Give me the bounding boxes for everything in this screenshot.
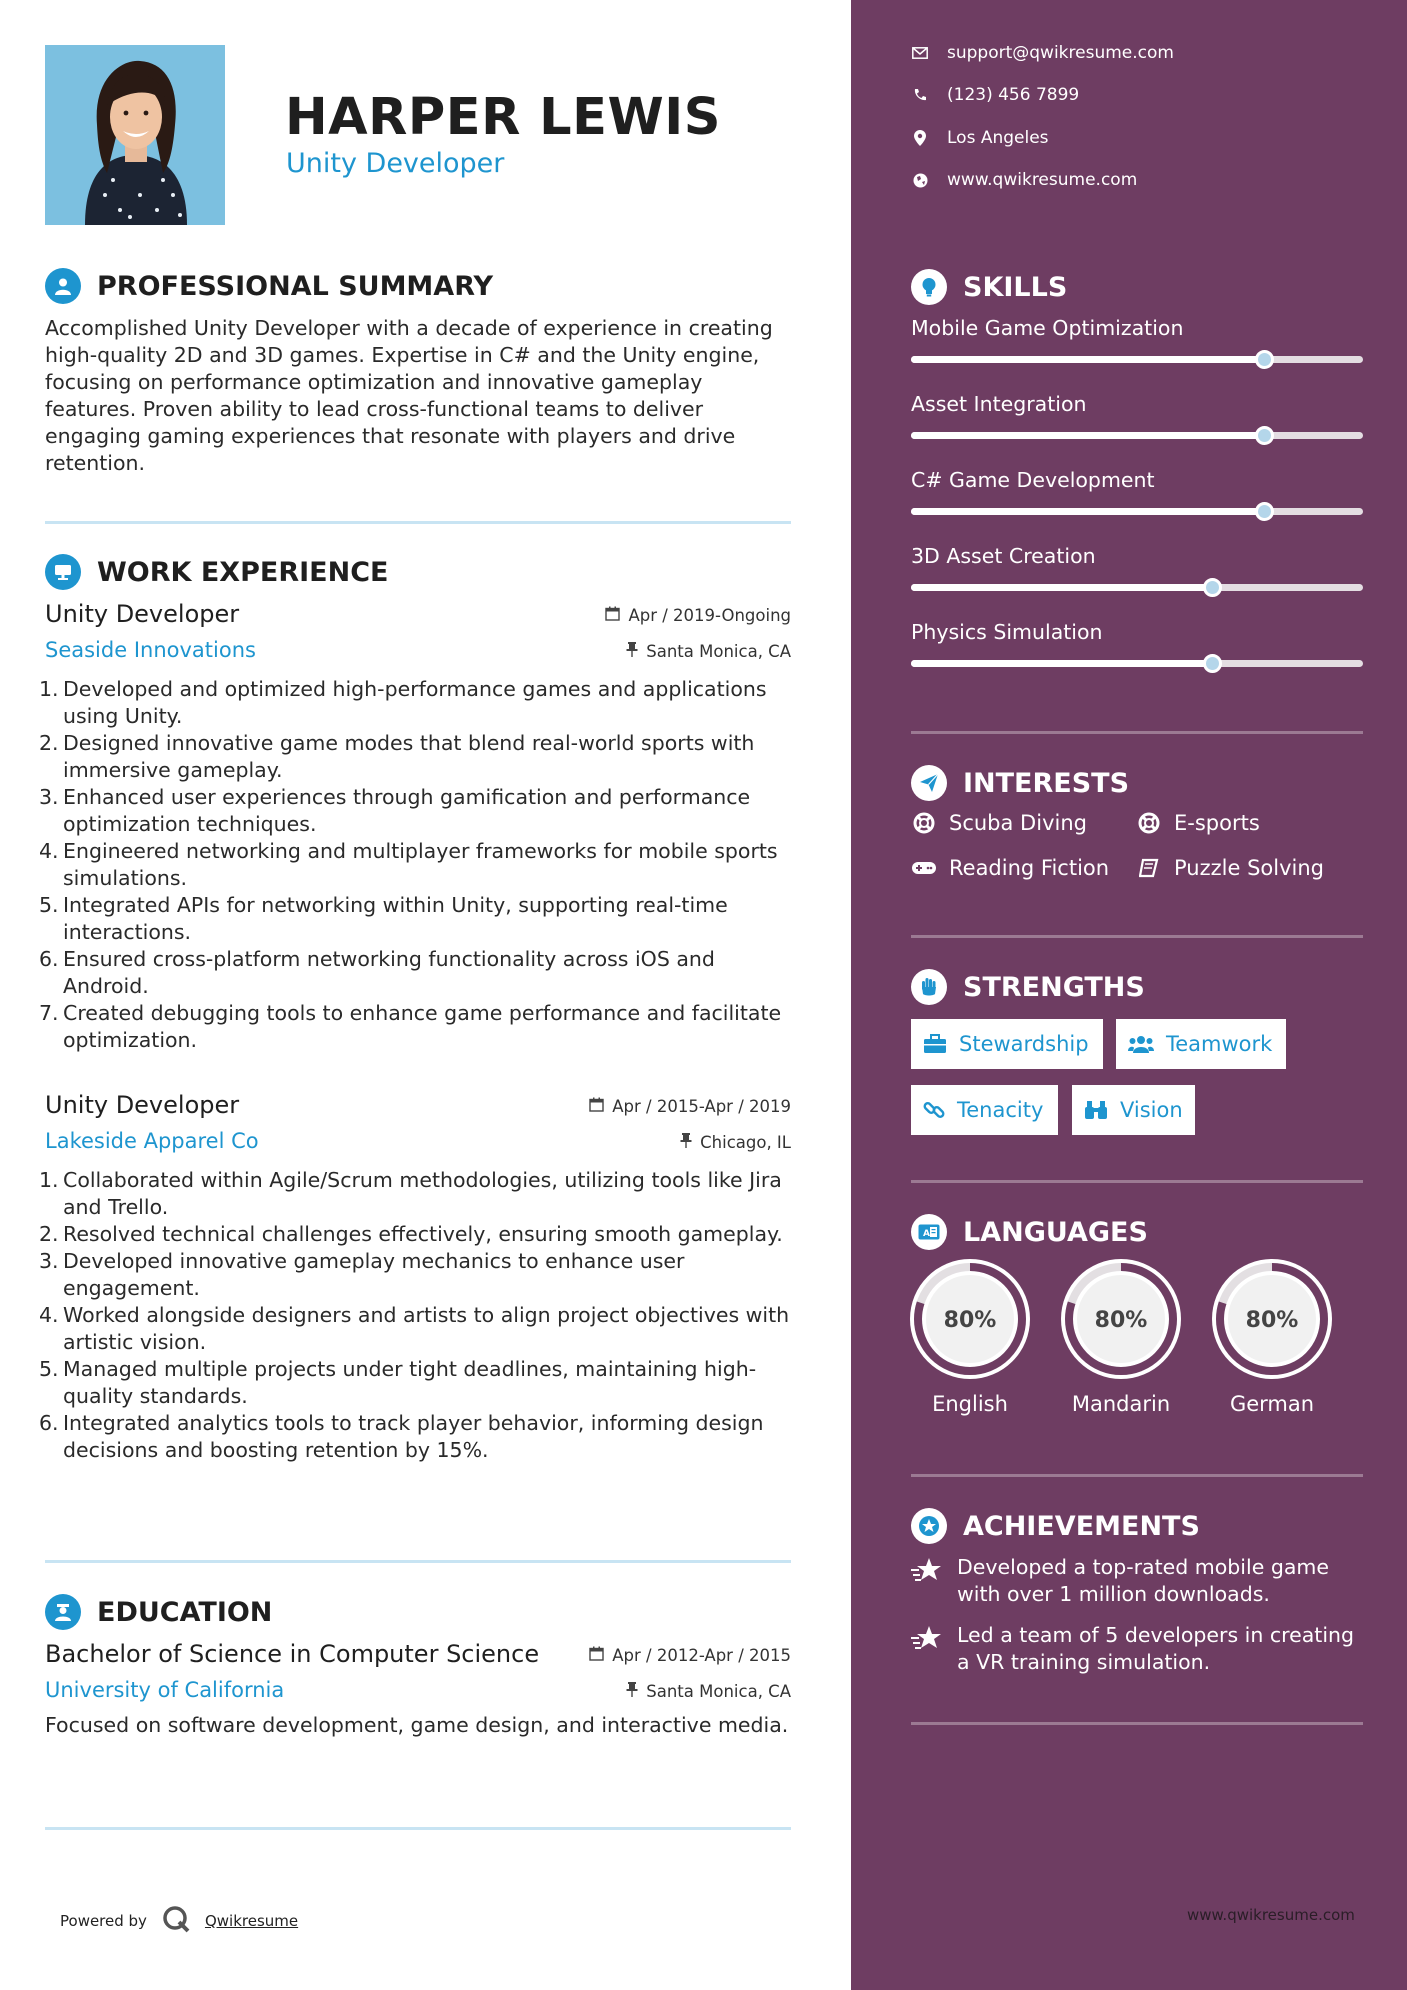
profile-photo — [45, 45, 225, 225]
skill-bar — [911, 432, 1363, 439]
job-entry — [39, 1091, 791, 1464]
skill-item — [911, 544, 1363, 591]
education-entry — [45, 1640, 791, 1739]
translate-icon — [911, 1214, 947, 1250]
education-date: Apr / 2012-Apr / 2015 — [589, 1646, 791, 1665]
achievements-title: ACHIEVEMENTS — [963, 1510, 1200, 1542]
skill-item — [911, 620, 1363, 667]
language-ring — [909, 1258, 1031, 1380]
envelope-icon — [911, 47, 929, 59]
achievements-heading — [911, 1506, 1200, 1546]
job-date: Apr / 2019-Ongoing — [605, 606, 791, 625]
language-name: English — [932, 1392, 1008, 1416]
candidate-title: Unity Developer — [286, 148, 505, 179]
skill-knob — [1203, 654, 1222, 673]
section-divider — [45, 1827, 791, 1830]
achievement-item — [911, 1622, 1366, 1676]
calendar-icon — [589, 1646, 604, 1665]
calendar-icon — [605, 606, 620, 625]
education-title: EDUCATION — [97, 1596, 273, 1628]
skill-bar — [911, 356, 1363, 363]
skill-name: Mobile Game Optimization — [911, 316, 1184, 340]
calendar-icon — [589, 1097, 604, 1116]
job-entry — [39, 600, 791, 1054]
skill-bar — [911, 508, 1363, 515]
job-bullets — [39, 676, 791, 1054]
candidate-name: HARPER LEWIS — [285, 88, 721, 147]
skill-bar — [911, 660, 1363, 667]
list-item: 2. Designed innovative game modes that blend real-world sports with immersive gameplay. — [39, 731, 755, 782]
svg-text:80%: 80% — [943, 1308, 997, 1333]
lightbulb-icon — [911, 269, 947, 305]
section-divider — [911, 1180, 1363, 1183]
shooting-star-icon — [911, 1622, 945, 1676]
strengths-heading — [911, 967, 1145, 1007]
contact-phone[interactable]: (123) 456 7899 — [911, 85, 1079, 105]
interest-item: Scuba Diving — [911, 811, 1087, 835]
job-title: Unity Developer — [45, 1091, 240, 1119]
gamepad-icon — [911, 860, 937, 876]
interests-heading — [911, 763, 1129, 803]
language-ring — [1211, 1258, 1333, 1380]
section-divider — [45, 521, 791, 524]
section-divider — [911, 731, 1363, 734]
qwikresume-logo-icon — [161, 1904, 191, 1938]
language-name: German — [1229, 1392, 1315, 1416]
section-divider — [911, 935, 1363, 938]
language-item — [1211, 1258, 1333, 1416]
job-location: Santa Monica, CA — [626, 642, 791, 661]
degree-title: Bachelor of Science in Computer Science — [45, 1640, 540, 1668]
company-name: Seaside Innovations — [45, 638, 256, 662]
strength-chip: Tenacity — [911, 1085, 1058, 1135]
job-location: Chicago, IL — [680, 1133, 791, 1152]
company-name: Lakeside Apparel Co — [45, 1129, 259, 1153]
summary-title: PROFESSIONAL SUMMARY — [97, 270, 494, 302]
skill-knob — [1255, 502, 1274, 521]
language-item — [1060, 1258, 1182, 1416]
hand-icon — [911, 969, 947, 1005]
footer-url[interactable]: www.qwikresume.com — [1187, 1906, 1355, 1924]
skill-name: 3D Asset Creation — [911, 544, 1096, 568]
skill-name: Asset Integration — [911, 392, 1087, 416]
skills-heading — [911, 267, 1067, 307]
lifebuoy-icon — [911, 812, 937, 834]
education-location: Santa Monica, CA — [626, 1682, 791, 1701]
achievement-text: Led a team of 5 developers in creating a VR training simulation. — [957, 1623, 1355, 1674]
list-item: 1. Collaborated within Agile/Scrum methodologies, utilizing tools like Jira and Trello. — [39, 1168, 782, 1219]
pin-icon — [680, 1133, 692, 1152]
job-bullets — [39, 1167, 791, 1464]
users-icon — [1128, 1034, 1154, 1054]
job-date: Apr / 2015-Apr / 2019 — [589, 1097, 791, 1116]
languages-heading — [911, 1212, 1148, 1252]
job-title: Unity Developer — [45, 600, 240, 628]
svg-text:80%: 80% — [1094, 1308, 1148, 1333]
school-name: University of California — [45, 1678, 285, 1702]
contact-location: Los Angeles — [911, 128, 1049, 148]
strengths-title: STRENGTHS — [963, 971, 1145, 1003]
skill-knob — [1255, 350, 1274, 369]
list-item: 5. Integrated APIs for networking within Unity, supporting real-time interactions. — [39, 893, 728, 944]
list-item: 3. Developed innovative gameplay mechanics to enhance user engagement. — [39, 1249, 685, 1300]
interests-title: INTERESTS — [963, 767, 1130, 799]
skill-item — [911, 316, 1363, 363]
experience-title: WORK EXPERIENCE — [97, 556, 389, 588]
qwikresume-link[interactable]: Qwikresume — [204, 1912, 299, 1930]
summary-text: Accomplished Unity Developer with a decade of experience in creating high-quality 2D and 3D games. Expertise in C# and the Unity engine, focusing on performance optimization and innovative gameplay features. Proven ability to lead cross-functional teams to deliver engaging gaming experiences that resonate with players and drive retention. — [45, 316, 773, 475]
shooting-star-icon — [911, 1554, 945, 1608]
skill-name: Physics Simulation — [911, 620, 1103, 644]
languages-title: LANGUAGES — [963, 1216, 1148, 1248]
lifebuoy-icon — [1136, 812, 1162, 834]
paper-plane-icon — [911, 765, 947, 801]
achievement-text: Developed a top-rated mobile game with over 1 million downloads. — [957, 1555, 1329, 1606]
contact-website[interactable]: www.qwikresume.com — [911, 170, 1137, 190]
user-icon — [45, 268, 81, 304]
language-item — [909, 1258, 1031, 1416]
list-item: 6. Integrated analytics tools to track player behavior, informing design decisions and boosting retention by 15%. — [39, 1411, 764, 1462]
link-icon — [923, 1099, 945, 1121]
pin-icon — [626, 642, 638, 661]
achievement-item — [911, 1554, 1366, 1608]
contact-email[interactable]: support@qwikresume.com — [911, 43, 1174, 63]
list-item: 3. Enhanced user experiences through gamification and performance optimization techniques. — [39, 785, 751, 836]
list-item: 4. Engineered networking and multiplayer frameworks for mobile sports simulations. — [39, 839, 778, 890]
strength-chip: Vision — [1072, 1085, 1195, 1135]
summary-heading — [45, 266, 493, 306]
list-item: 2. Resolved technical challenges effectively, ensuring smooth gameplay. — [39, 1222, 783, 1246]
section-divider — [911, 1722, 1363, 1725]
graduate-icon — [45, 1594, 81, 1630]
interest-item: Puzzle Solving — [1136, 856, 1324, 880]
skill-knob — [1203, 578, 1222, 597]
svg-text:80%: 80% — [1245, 1308, 1299, 1333]
binoculars-icon — [1084, 1100, 1108, 1120]
education-heading — [45, 1592, 272, 1632]
section-divider — [45, 1560, 791, 1563]
svg-text:A: A — [923, 1229, 930, 1239]
skill-item — [911, 392, 1363, 439]
interest-item: Reading Fiction — [911, 856, 1109, 880]
skill-knob — [1255, 426, 1274, 445]
pin-icon — [626, 1682, 638, 1701]
book-icon — [1136, 858, 1162, 878]
phone-icon — [911, 88, 929, 102]
globe-icon — [911, 173, 929, 188]
strength-chip: Teamwork — [1116, 1019, 1286, 1069]
language-ring — [1060, 1258, 1182, 1380]
list-item: 6. Ensured cross-platform networking functionality across iOS and Android. — [39, 947, 715, 998]
star-badge-icon — [911, 1508, 947, 1544]
skill-name: C# Game Development — [911, 468, 1155, 492]
experience-heading — [45, 552, 388, 592]
map-marker-icon — [911, 130, 929, 146]
language-name: Mandarin — [1071, 1392, 1171, 1416]
briefcase-icon — [923, 1034, 947, 1054]
list-item: 4. Worked alongside designers and artists to align project objectives with artistic vision. — [39, 1303, 790, 1354]
strength-chip: Stewardship — [911, 1019, 1103, 1069]
list-item: 1. Developed and optimized high-performance games and applications using Unity. — [39, 677, 767, 728]
skill-bar — [911, 584, 1363, 591]
section-divider — [911, 1474, 1363, 1477]
skill-item — [911, 468, 1363, 515]
skills-title: SKILLS — [963, 271, 1068, 303]
powered-by: Powered by Qwikresume — [60, 1904, 298, 1938]
list-item: 5. Managed multiple projects under tight deadlines, maintaining high-quality standards. — [39, 1357, 757, 1408]
list-item: 7. Created debugging tools to enhance game performance and facilitate optimization. — [39, 1001, 782, 1052]
education-description: Focused on software development, game design, and interactive media. — [45, 1713, 789, 1737]
interest-item: E-sports — [1136, 811, 1260, 835]
monitor-icon — [45, 554, 81, 590]
